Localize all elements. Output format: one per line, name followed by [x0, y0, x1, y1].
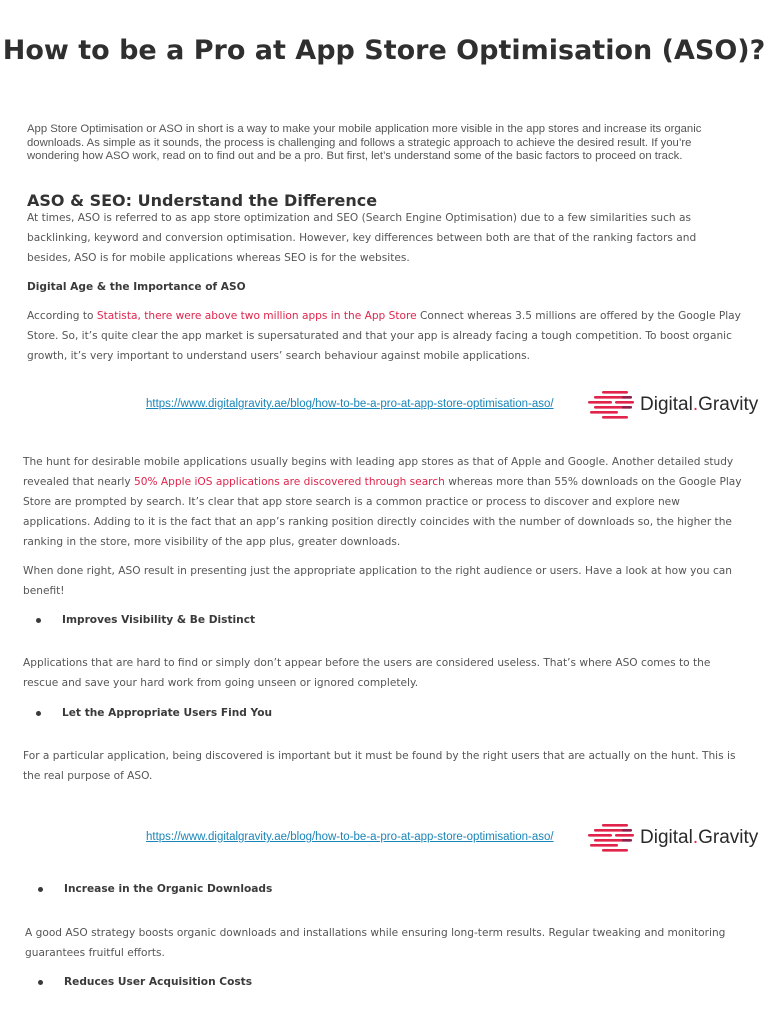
bullet-visibility [36, 612, 255, 628]
source-url-link[interactable]: https://www.digitalgravity.ae/blog/how-to-be-a-pro-at-app-store-optimisation-aso/ [146, 398, 554, 410]
paragraph-hunt [23, 452, 743, 552]
text-segment: The hunt for desirable mobile applications usually begins with leading app stores as that of Apple and Google. Another detailed study revealed that nearly [23, 456, 734, 488]
intro-paragraph: App Store Optimisation or ASO in short is a way to make your mobile application more visible in the app stores and increase its organic downloads. As simple as it sounds, the process is challenging and follows a strategic approach to achieve the desired result. If you’re wondering how ASO work, read on to find out and be a pro. But first, let’s understand some of the basic factors to proceed on track. [27, 123, 702, 163]
digital-gravity-logo [588, 390, 758, 420]
bullet-dot-icon [36, 711, 41, 716]
bullet-acquisition-costs [38, 974, 252, 990]
page-title: How to be a Pro at App Store Optimisation (ASO)? [2, 35, 766, 66]
bullet-dot-icon [38, 980, 43, 985]
text-segment: Connect whereas 3.5 millions are offered by the Google Play Store. So, it’s quite clear the app market is supersaturated and that your app is already facing a tough competition. To boost organic growth, it’s very important to understand users’ search behaviour against mobile applications. [27, 310, 741, 362]
source-url-link[interactable]: https://www.digitalgravity.ae/blog/how-to-be-a-pro-at-app-store-optimisation-aso/ [146, 831, 554, 843]
text-segment: According to [27, 310, 97, 322]
text-segment: whereas more than 55% downloads on the Google Play Store are prompted by search. It’s clear that app store search is a common practice or process to discover and explore new applications. Adding to it is the fact that an app’s ranking position directly coincides with the number of downloads so, the higher the ranking in the store, more visibility of the app plus, greater downloads. [23, 476, 742, 548]
bullet-organic-downloads [38, 881, 272, 897]
bullet-label: Increase in the Organic Downloads [64, 883, 273, 895]
paragraph-useless: Applications that are hard to find or simply don’t appear before the users are considered useless. That’s where ASO comes to the rescue and save your hard work from going unseen or ignored completely. [23, 657, 711, 689]
section-paragraph-digital-age [27, 306, 743, 366]
bullet-dot-icon [38, 887, 43, 892]
statista-link[interactable]: Statista, there were above two million apps in the App Store [96, 310, 417, 322]
digital-gravity-logo-icon [588, 823, 634, 853]
paragraph-discovered: For a particular application, being discovered is important but it must be found by the right users that are actually on the hunt. This is the real purpose of ASO. [23, 750, 736, 782]
section-heading-digital-age: Digital Age & the Importance of ASO [27, 281, 246, 293]
digital-gravity-logo-icon [588, 390, 634, 420]
bullet-label: Reduces User Acquisition Costs [64, 976, 253, 988]
digital-gravity-logo [588, 823, 758, 853]
bullet-label: Let the Appropriate Users Find You [62, 707, 273, 719]
bullet-label: Improves Visibility & Be Distinct [62, 614, 256, 626]
section-heading-aso-seo: ASO & SEO: Understand the Difference [27, 191, 378, 210]
section-paragraph-aso-seo: At times, ASO is referred to as app store optimization and SEO (Search Engine Optimisation) due to a few similarities such as backlinking, keyword and conversion optimisation. However, key differences between both are that of the ranking factors and besides, ASO is for mobile applications whereas SEO is for the websites. [27, 212, 697, 264]
ios-study-link[interactable]: 50% Apple iOS applications are discovered through search [134, 476, 445, 488]
logo-text: Digital.Gravity [640, 394, 759, 415]
logo-text: Digital.Gravity [640, 827, 759, 848]
bullet-appropriate-users [36, 705, 272, 721]
bullet-dot-icon [36, 618, 41, 623]
paragraph-aso-strategy: A good ASO strategy boosts organic downloads and installations while ensuring long-term results. Regular tweaking and monitoring guarantees fruitful efforts. [25, 927, 726, 959]
paragraph-done-right: When done right, ASO result in presenting just the appropriate application to the right audience or users. Have a look at how you can benefit! [23, 565, 733, 597]
